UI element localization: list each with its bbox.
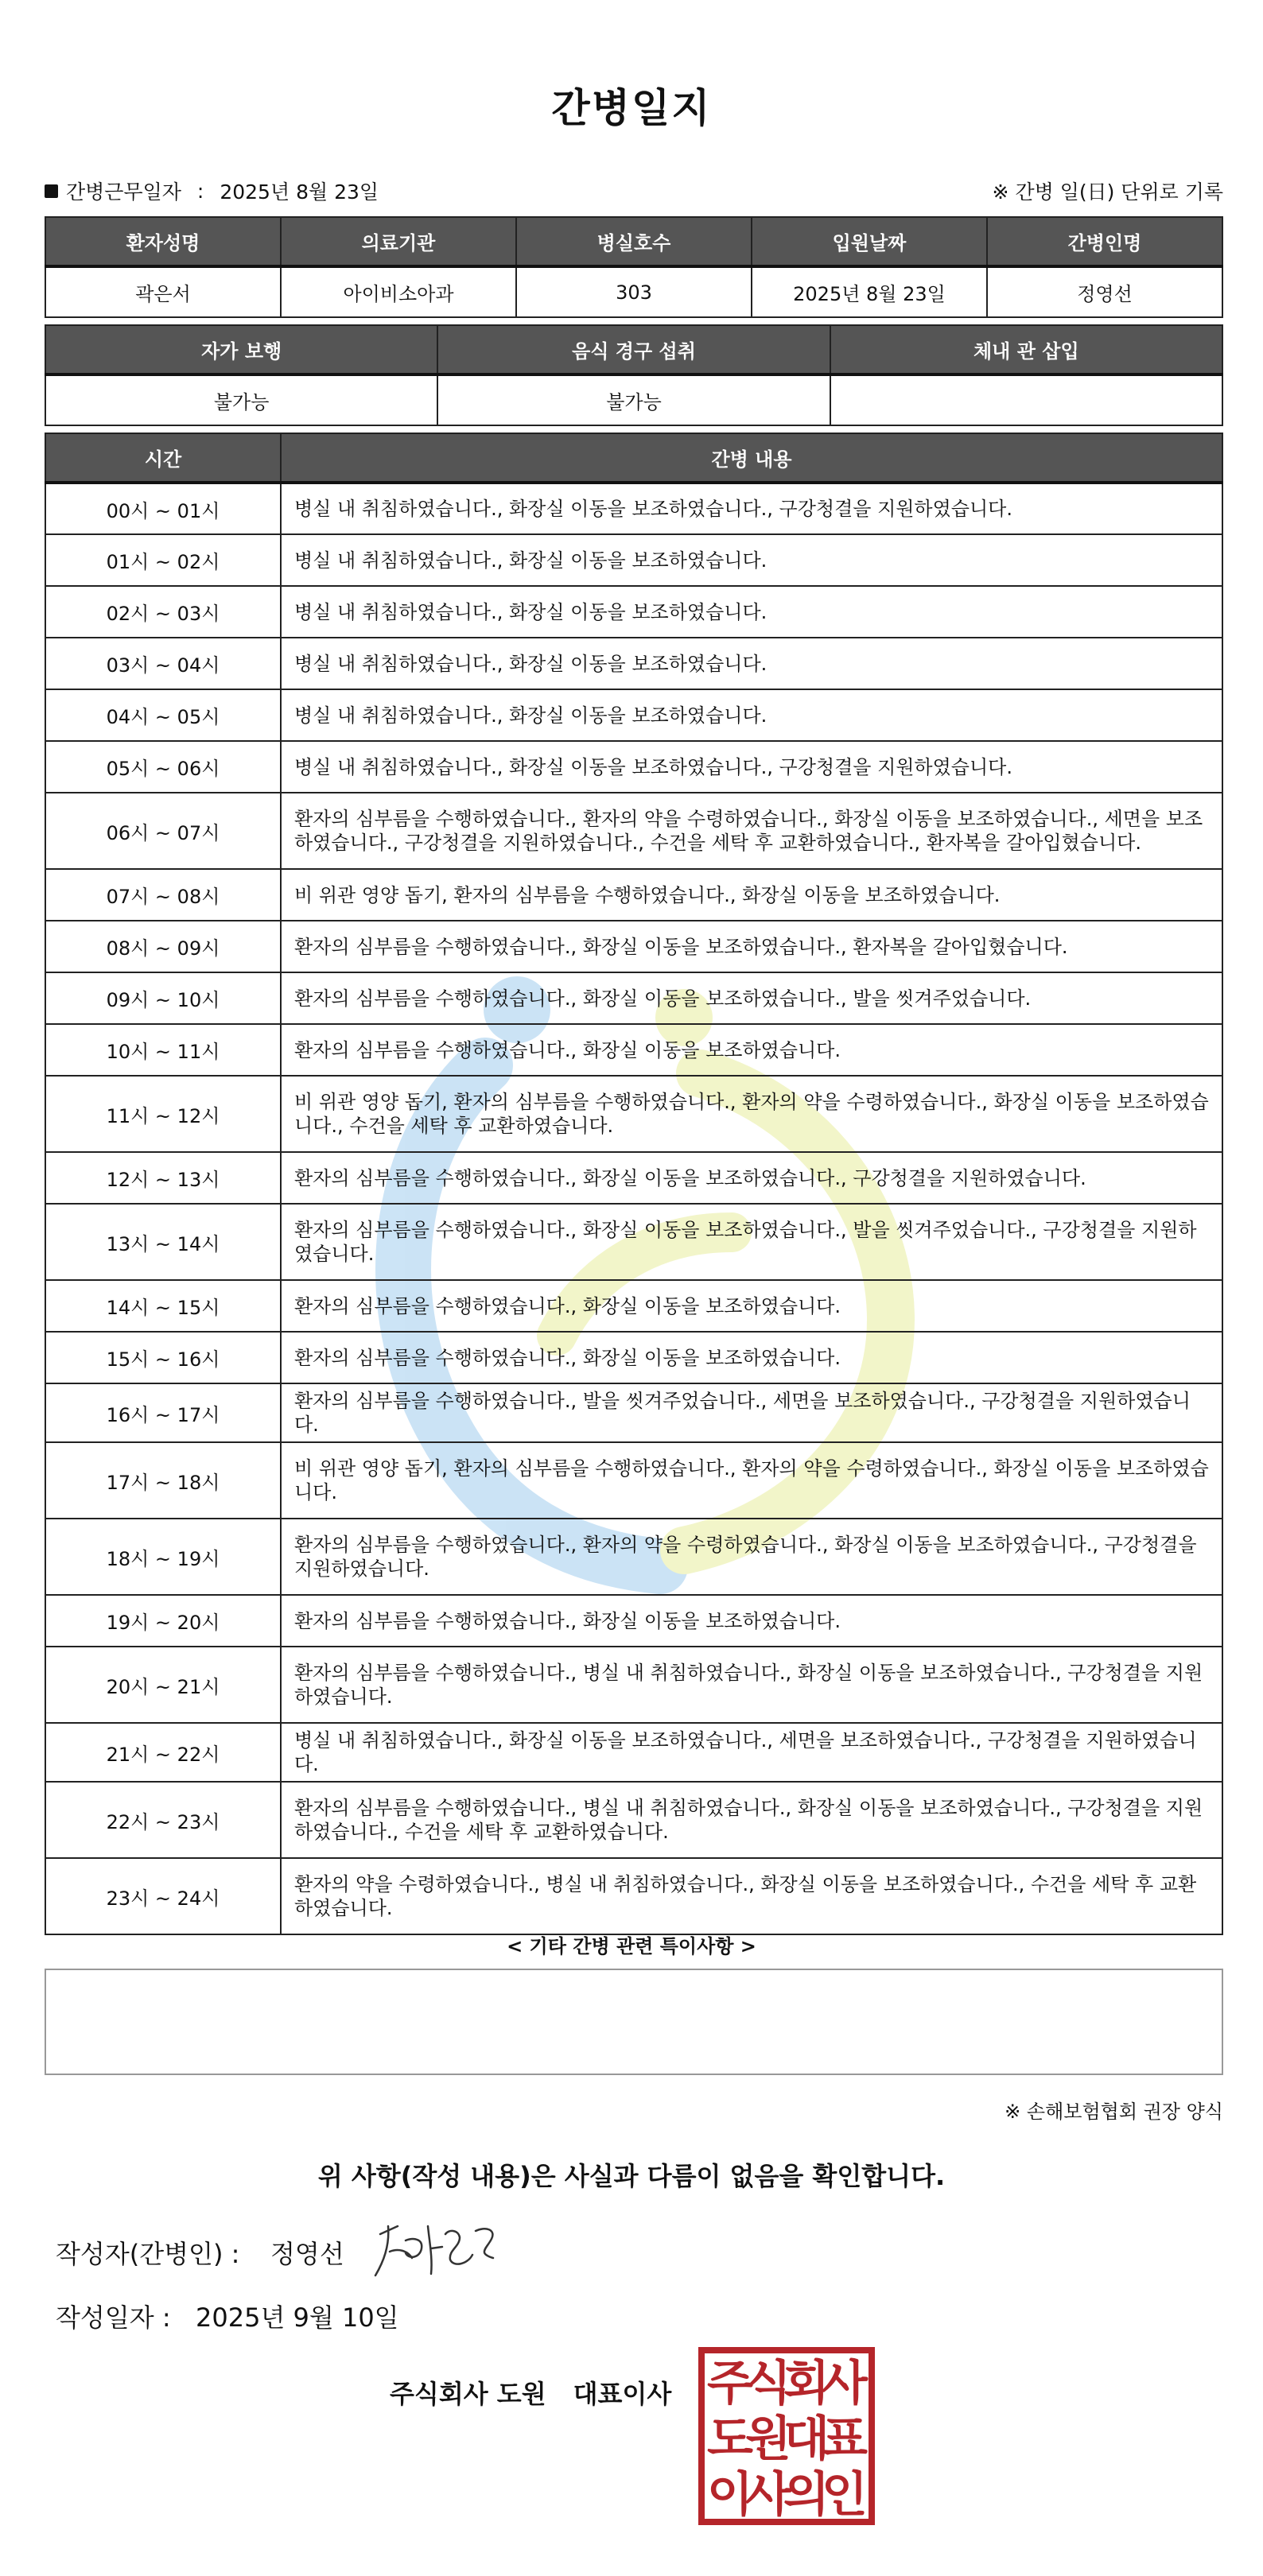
row-time: 03시 ~ 04시: [45, 638, 281, 689]
company-name: 주식회사 도원: [390, 2379, 546, 2409]
unit-note: ※ 간병 일(日) 단위로 기록: [992, 180, 1223, 204]
row-content: 환자의 심부름을 수행하였습니다., 화장실 이동을 보조하였습니다., 발을 씻겨주었습니다.: [281, 972, 1222, 1024]
row-content: 환자의 약을 수령하였습니다., 병실 내 취침하였습니다., 화장실 이동을 보조하였습니다., 수건을 세탁 후 교환하였습니다.: [281, 1858, 1222, 1934]
row-time: 01시 ~ 02시: [45, 534, 281, 586]
patient-name: 곽은서: [45, 266, 281, 317]
row-time: 18시 ~ 19시: [45, 1519, 281, 1595]
row-content: 환자의 심부름을 수행하였습니다., 병실 내 취침하였습니다., 화장실 이동을 보조하였습니다., 구강청결을 지원하였습니다., 수건을 세탁 후 교환하였습니다.: [281, 1782, 1222, 1858]
status-table-values: [45, 374, 1222, 425]
row-time: 12시 ~ 13시: [45, 1152, 281, 1204]
svg-text:사: 사: [745, 2467, 791, 2523]
row-time: 11시 ~ 12시: [45, 1076, 281, 1152]
work-date-colon: :: [196, 179, 204, 203]
meta-row: [45, 177, 1223, 205]
header-oral-intake: 음식 경구 섭취: [437, 325, 830, 374]
row-content: 환자의 심부름을 수행하였습니다., 병실 내 취침하였습니다., 화장실 이동을 보조하였습니다., 구강청결을 지원하였습니다.: [281, 1647, 1222, 1723]
row-content: 환자의 심부름을 수행하였습니다., 화장실 이동을 보조하였습니다.: [281, 1024, 1222, 1076]
header-caregiver: 간병인명: [987, 217, 1222, 266]
company-line: [390, 2374, 671, 2411]
table-row: [45, 1595, 1222, 1647]
svg-text:원: 원: [745, 2411, 791, 2467]
row-content: 병실 내 취침하였습니다., 화장실 이동을 보조하였습니다., 구강청결을 지원하였습니다.: [281, 741, 1222, 793]
header-institution: 의료기관: [281, 217, 516, 266]
svg-text:주: 주: [707, 2356, 753, 2411]
svg-text:인: 인: [822, 2467, 868, 2523]
row-time: 17시 ~ 18시: [45, 1442, 281, 1519]
care-log-header: [45, 433, 1222, 483]
row-time: 00시 ~ 01시: [45, 483, 281, 534]
row-content: 병실 내 취침하였습니다., 화장실 이동을 보조하였습니다., 구강청결을 지원하였습니다.: [281, 483, 1222, 534]
care-log-table: [45, 433, 1223, 1935]
written-date-line: [56, 2298, 399, 2334]
row-content: 비 위관 영양 돕기, 환자의 심부름을 수행하였습니다., 화장실 이동을 보조하였습니다.: [281, 869, 1222, 921]
table-row: [45, 1076, 1222, 1152]
table-row: [45, 1332, 1222, 1383]
self-walking-value: 불가능: [45, 374, 437, 425]
row-time: 06시 ~ 07시: [45, 793, 281, 869]
row-time: 05시 ~ 06시: [45, 741, 281, 793]
row-time: 04시 ~ 05시: [45, 689, 281, 741]
row-content: 비 위관 영양 돕기, 환자의 심부름을 수행하였습니다., 환자의 약을 수령하였습니다., 화장실 이동을 보조하였습니다.: [281, 1442, 1222, 1519]
row-content: 병실 내 취침하였습니다., 화장실 이동을 보조하였습니다.: [281, 586, 1222, 638]
company-seal-icon: [697, 2345, 876, 2527]
row-content: 환자의 심부름을 수행하였습니다., 화장실 이동을 보조하였습니다.: [281, 1280, 1222, 1332]
table-row: [45, 638, 1222, 689]
table-row: [45, 689, 1222, 741]
row-content: 병실 내 취침하였습니다., 화장실 이동을 보조하였습니다.: [281, 534, 1222, 586]
table-row: [45, 534, 1222, 586]
svg-text:이: 이: [707, 2467, 753, 2523]
row-content: 병실 내 취침하였습니다., 화장실 이동을 보조하였습니다.: [281, 638, 1222, 689]
header-self-walking: 자가 보행: [45, 325, 437, 374]
patient-table-values: [45, 266, 1222, 317]
svg-text:식: 식: [745, 2356, 791, 2411]
table-row: [45, 972, 1222, 1024]
signature-icon: [366, 2202, 509, 2290]
row-time: 08시 ~ 09시: [45, 921, 281, 972]
page-title: 간병일지: [551, 85, 712, 131]
header-patient-name: 환자성명: [45, 217, 281, 266]
work-date-value: 2025년 8월 23일: [220, 180, 379, 204]
row-content: 환자의 심부름을 수행하였습니다., 화장실 이동을 보조하였습니다., 발을 씻겨주었습니다., 구강청결을 지원하였습니다.: [281, 1204, 1222, 1280]
row-time: 16시 ~ 17시: [45, 1383, 281, 1442]
patient-table: [45, 216, 1223, 318]
oral-intake-value: 불가능: [437, 374, 830, 425]
table-row: [45, 741, 1222, 793]
row-time: 02시 ~ 03시: [45, 586, 281, 638]
writer-label: 작성자(간병인) :: [56, 2239, 240, 2269]
caregiver-name: 정영선: [987, 266, 1222, 317]
table-row: [45, 1442, 1222, 1519]
table-row: [45, 1858, 1222, 1934]
row-content: 환자의 심부름을 수행하였습니다., 환자의 약을 수령하였습니다., 화장실 이동을 보조하였습니다., 구강청결을 지원하였습니다.: [281, 1519, 1222, 1595]
table-row: [45, 1204, 1222, 1280]
recommendation-note: ※ 손해보험협회 권장 양식: [1005, 2101, 1223, 2123]
row-time: 10시 ~ 11시: [45, 1024, 281, 1076]
row-content: 병실 내 취침하였습니다., 화장실 이동을 보조하였습니다., 세면을 보조하였습니다., 구강청결을 지원하였습니다.: [281, 1723, 1222, 1782]
table-row: [45, 921, 1222, 972]
table-row: [45, 1782, 1222, 1858]
tube-insertion-value: [830, 374, 1222, 425]
special-notes-box: [45, 1969, 1223, 2075]
row-time: 23시 ~ 24시: [45, 1858, 281, 1934]
special-notes-label: < 기타 간병 관련 특이사항 >: [507, 1935, 756, 1957]
header-time: 시간: [45, 433, 281, 483]
row-content: 환자의 심부름을 수행하였습니다., 화장실 이동을 보조하였습니다.: [281, 1595, 1222, 1647]
institution: 아이비소아과: [281, 266, 516, 317]
table-row: [45, 1280, 1222, 1332]
row-content: 환자의 심부름을 수행하였습니다., 화장실 이동을 보조하였습니다.: [281, 1332, 1222, 1383]
svg-text:표: 표: [822, 2411, 868, 2467]
table-row: [45, 1519, 1222, 1595]
confirmation-statement: 위 사항(작성 내용)은 사실과 다름이 없음을 확인합니다.: [317, 2161, 946, 2191]
header-tube-insertion: 체내 관 삽입: [830, 325, 1222, 374]
row-content: 환자의 심부름을 수행하였습니다., 발을 씻겨주었습니다., 세면을 보조하였습니다., 구강청결을 지원하였습니다.: [281, 1383, 1222, 1442]
row-time: 15시 ~ 16시: [45, 1332, 281, 1383]
svg-text:사: 사: [822, 2356, 868, 2411]
table-row: [45, 483, 1222, 534]
status-table-header: [45, 325, 1222, 374]
svg-text:대: 대: [783, 2411, 830, 2467]
svg-text:의: 의: [783, 2467, 830, 2523]
row-time: 20시 ~ 21시: [45, 1647, 281, 1723]
company-title: 대표이사: [573, 2379, 672, 2409]
table-row: [45, 586, 1222, 638]
writer-name: 정영선: [270, 2239, 344, 2269]
table-row: [45, 1024, 1222, 1076]
header-room: 병실호수: [516, 217, 752, 266]
row-content: 비 위관 영양 돕기, 환자의 심부름을 수행하였습니다., 환자의 약을 수령하였습니다., 화장실 이동을 보조하였습니다., 수건을 세탁 후 교환하였습니다.: [281, 1076, 1222, 1152]
admission-date: 2025년 8월 23일: [752, 266, 987, 317]
table-row: [45, 1383, 1222, 1442]
status-table: [45, 324, 1223, 426]
writer-line: [56, 2234, 344, 2271]
table-row: [45, 1723, 1222, 1782]
header-care-content: 간병 내용: [281, 433, 1222, 483]
row-content: 병실 내 취침하였습니다., 화장실 이동을 보조하였습니다.: [281, 689, 1222, 741]
row-content: 환자의 심부름을 수행하였습니다., 화장실 이동을 보조하였습니다., 구강청결을 지원하였습니다.: [281, 1152, 1222, 1204]
row-time: 19시 ~ 20시: [45, 1595, 281, 1647]
room-number: 303: [516, 266, 752, 317]
table-row: [45, 1152, 1222, 1204]
row-content: 환자의 심부름을 수행하였습니다., 화장실 이동을 보조하였습니다., 환자복을 갈아입혔습니다.: [281, 921, 1222, 972]
row-time: 09시 ~ 10시: [45, 972, 281, 1024]
written-date-label: 작성일자 :: [56, 2302, 171, 2333]
table-row: [45, 793, 1222, 869]
svg-text:회: 회: [783, 2356, 830, 2411]
row-time: 07시 ~ 08시: [45, 869, 281, 921]
header-admission-date: 입원날짜: [752, 217, 987, 266]
row-time: 14시 ~ 15시: [45, 1280, 281, 1332]
written-date-value: 2025년 9월 10일: [196, 2302, 399, 2333]
row-time: 13시 ~ 14시: [45, 1204, 281, 1280]
square-bullet-icon: [45, 184, 58, 198]
work-date-label: 간병근무일자: [66, 180, 181, 204]
row-time: 22시 ~ 23시: [45, 1782, 281, 1858]
row-content: 환자의 심부름을 수행하였습니다., 환자의 약을 수령하였습니다., 화장실 이동을 보조하였습니다., 세면을 보조하였습니다., 구강청결을 지원하였습니다., 수건을 세탁 후 교환하였습니다., 환자복을 갈아입혔습니다.: [281, 793, 1222, 869]
table-row: [45, 869, 1222, 921]
svg-text:도: 도: [707, 2411, 753, 2467]
table-row: [45, 1647, 1222, 1723]
work-date: [45, 177, 379, 205]
patient-table-header: [45, 217, 1222, 266]
row-time: 21시 ~ 22시: [45, 1723, 281, 1782]
